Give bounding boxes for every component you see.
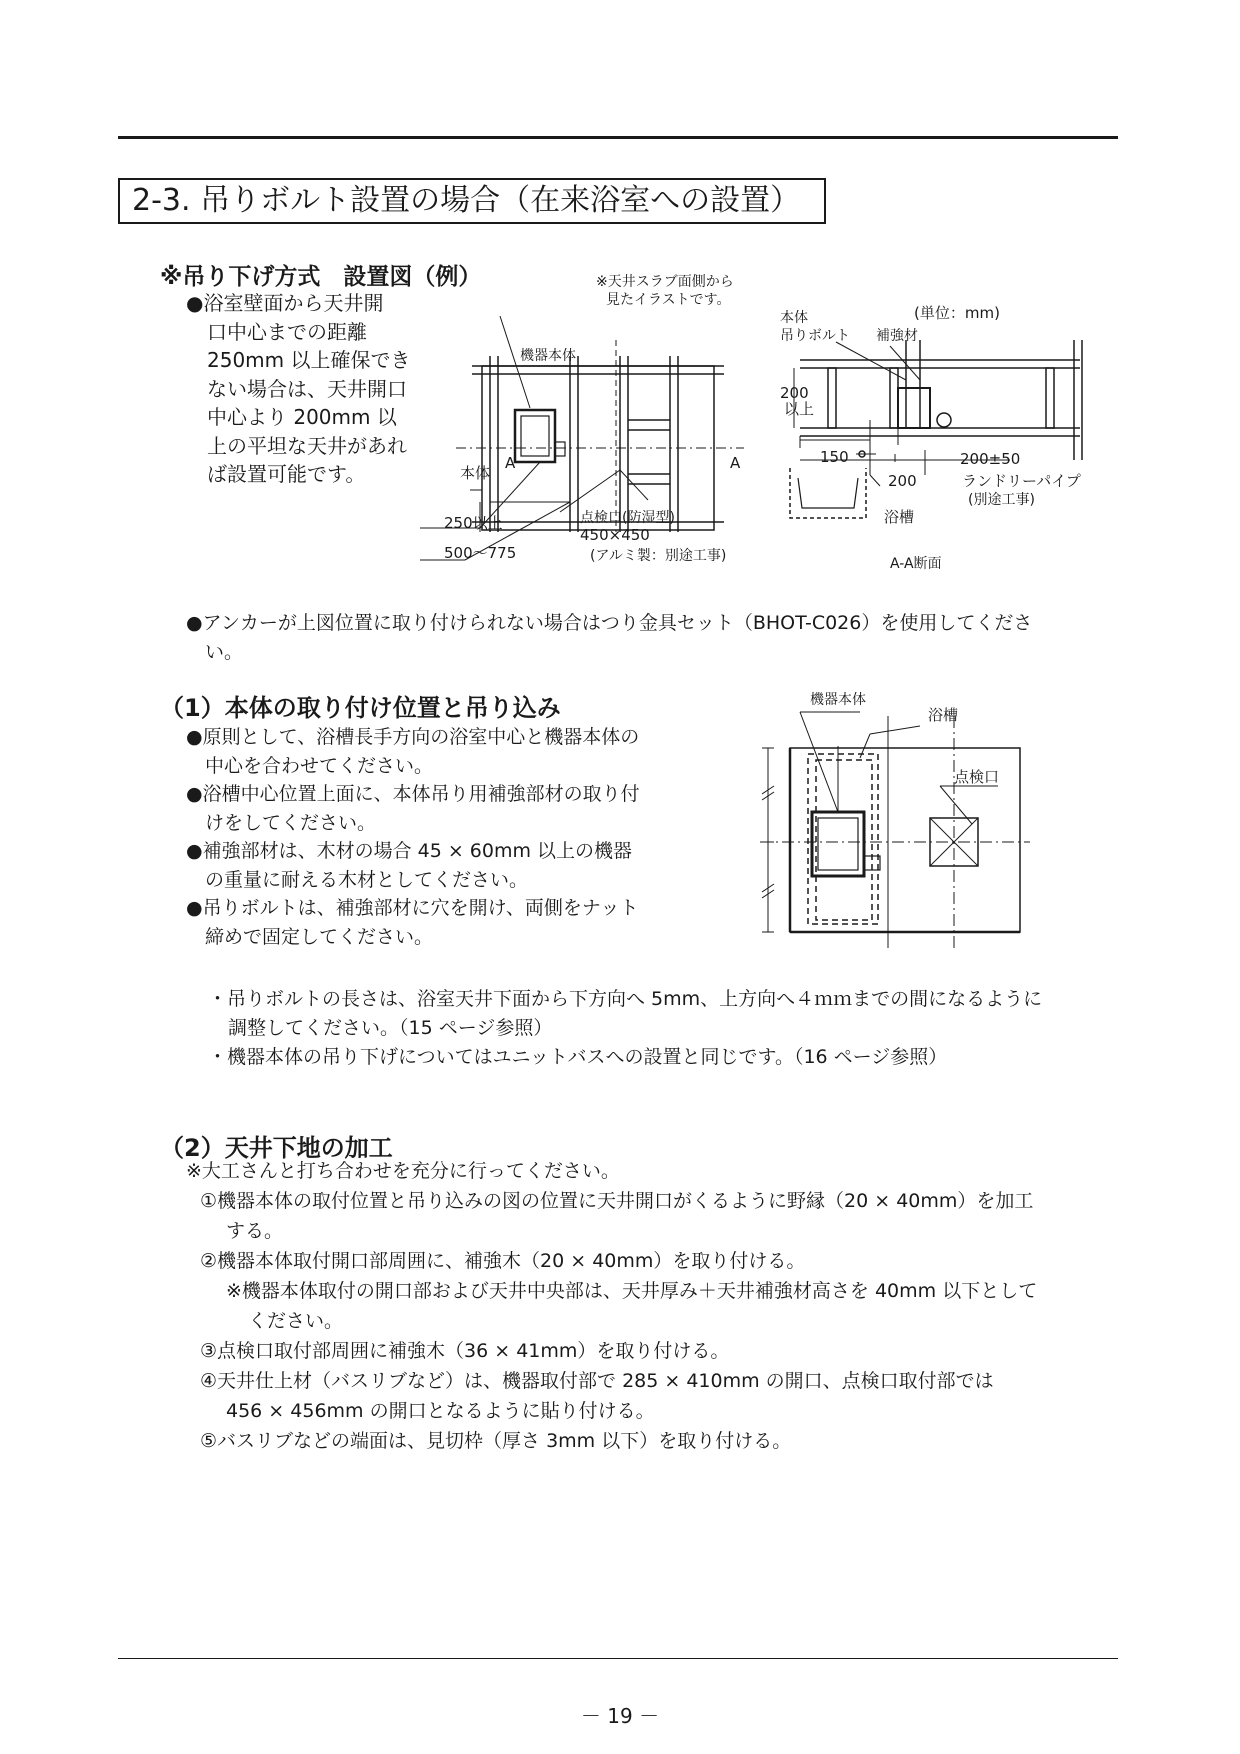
part1-bullets bbox=[186, 723, 640, 951]
bottom-rule bbox=[118, 1658, 1118, 1659]
part2-line: ③点検口取付部周囲に補強木（36 × 41mm）を取り付ける。 bbox=[200, 1340, 730, 1362]
diagram3-inspect-label: 点検口 bbox=[954, 768, 1000, 786]
part1-note-line: ・機器本体の吊り下げについてはユニットバスへの設置と同じです。（16 ページ参照） bbox=[208, 1046, 948, 1068]
diagram2-bathtub-label: 浴槽 bbox=[884, 508, 915, 526]
diagram1-500-label: 500～775 bbox=[444, 544, 517, 562]
diagram2-section-label: A-A断面 bbox=[890, 556, 942, 572]
diagram2-body-label: 本体 bbox=[780, 310, 808, 326]
install-bullet-line: ば設置可能です。 bbox=[207, 462, 366, 486]
install-bullet-line: 上の平坦な天井があれ bbox=[207, 433, 407, 458]
diagram2-150-label: 150 bbox=[820, 448, 849, 466]
diagram1-a-right: A bbox=[730, 454, 741, 472]
part1-bullet-line: ●原則として、浴槽長手方向の浴室中心と機器本体の bbox=[186, 726, 640, 748]
diagram1-250-label: 250以上 bbox=[444, 514, 503, 532]
page-number: － 19 － bbox=[580, 1704, 660, 1728]
install-bullet-line: ない場合は、天井開口 bbox=[207, 376, 407, 401]
part2-line: 456 × 456mm の開口となるように貼り付ける。 bbox=[226, 1400, 655, 1422]
anchor-note bbox=[186, 609, 1032, 667]
diagram1-inspect-label: 点検口(防湿型) bbox=[580, 510, 675, 526]
part2-line: ①機器本体の取付位置と吊り込みの図の位置に天井開口がくるように野縁（20 × 40mm）を加工 bbox=[200, 1190, 1034, 1212]
part1-bullet-line: ●浴槽中心位置上面に、本体吊り用補強部材の取り付 bbox=[186, 783, 640, 805]
section-title: 2-3. 吊りボルト設置の場合（在来浴室への設置） bbox=[118, 178, 826, 224]
part2-line: する。 bbox=[226, 1220, 284, 1242]
part2-body bbox=[186, 1156, 1037, 1456]
install-bullet bbox=[186, 289, 411, 489]
diagram1-a-left: A bbox=[505, 454, 516, 472]
diagram1-note-2: 見たイラストです。 bbox=[606, 292, 731, 308]
part1-bullet-line: の重量に耐える木材としてください。 bbox=[205, 868, 529, 891]
anchor-note-line: ●アンカーが上図位置に取り付けられない場合はつり金具セット（BHOT-C026）を使用してくださ bbox=[186, 612, 1033, 634]
diagram2-laundry-label: ランドリーパイプ bbox=[962, 472, 1081, 490]
diagram3-main-unit-label: 機器本体 bbox=[810, 692, 866, 708]
part1-bullet-line: ●補強部材は、木材の場合 45 × 60mm 以上の機器 bbox=[186, 840, 633, 862]
part2-line: ※大工さんと打ち合わせを充分に行ってください。 bbox=[186, 1160, 620, 1182]
diagram2-reinforce-label: 補強材 bbox=[876, 328, 918, 344]
diagram1-note-1: ※天井スラブ面側から bbox=[596, 274, 734, 290]
diagram2-separate-label: (別途工事) bbox=[968, 492, 1035, 508]
install-bullet-line: 250mm 以上確保でき bbox=[207, 348, 411, 372]
ceiling-plan-diagram bbox=[420, 270, 780, 588]
diagram3-bathtub-label: 浴槽 bbox=[928, 706, 959, 724]
part2-line: ②機器本体取付開口部周囲に、補強木（20 × 40mm）を取り付ける。 bbox=[200, 1250, 806, 1272]
part2-line: ※機器本体取付の開口部および天井中央部は、天井厚み＋天井補強材高さを 40mm 以下として bbox=[226, 1280, 1038, 1302]
install-bullet-line: ●浴室壁面から天井開 bbox=[186, 291, 384, 315]
top-rule bbox=[118, 136, 1118, 139]
install-heading: ※吊り下げ方式 設置図（例） bbox=[160, 264, 482, 290]
part1-bullet-line: 締めで固定してください。 bbox=[205, 925, 434, 948]
diagram2-200b-label: 200 bbox=[888, 472, 917, 490]
part2-line: ください。 bbox=[248, 1310, 344, 1332]
diagram2-over-label: 以上 bbox=[784, 400, 815, 418]
diagram1-material-label: (アルミ製：別途工事) bbox=[590, 548, 727, 564]
install-bullet-line: 口中心までの距離 bbox=[207, 319, 367, 344]
bathroom-layout-diagram bbox=[760, 686, 1030, 956]
diagram1-body-label: 本体 bbox=[460, 464, 491, 482]
part1-heading: （1）本体の取り付け位置と吊り込み bbox=[160, 694, 561, 722]
part1-bullet-line: ●吊りボルトは、補強部材に穴を開け、両側をナット bbox=[186, 897, 639, 919]
section-aa-diagram bbox=[780, 300, 1130, 590]
part1-bullet-line: けをしてください。 bbox=[205, 811, 377, 834]
diagram1-main-unit-label: 機器本体 bbox=[520, 348, 576, 364]
anchor-note-line: い。 bbox=[205, 641, 244, 663]
diagram2-unit-label: (単位：mm) bbox=[914, 304, 1000, 322]
part1-note-line: 調整してください。（15 ページ参照） bbox=[228, 1017, 553, 1039]
diagram3-main-unit bbox=[812, 812, 864, 876]
install-bullet-line: 中心より 200mm 以 bbox=[207, 405, 397, 429]
diagram2-200-50-label: 200±50 bbox=[960, 450, 1021, 468]
part1-notes bbox=[208, 985, 1042, 1072]
part1-note-line: ・吊りボルトの長さは、浴室天井下面から下方向へ 5mm、上方向へ４ｍｍまでの間になるように bbox=[208, 988, 1043, 1010]
part2-line: ④天井仕上材（バスリブなど）は、機器取付部で 285 × 410mm の開口、点検口取付部では bbox=[200, 1370, 994, 1392]
diagram1-size-label: 450×450 bbox=[580, 526, 650, 544]
part2-heading: （2）天井下地の加工 bbox=[160, 1134, 393, 1162]
part2-line: ⑤バスリブなどの端面は、見切枠（厚さ 3mm 以下）を取り付ける。 bbox=[200, 1430, 792, 1452]
diagram2-bolt-label: 吊りボルト bbox=[780, 328, 850, 344]
part1-bullet-line: 中心を合わせてください。 bbox=[205, 754, 434, 777]
diagram2-200-label: 200 bbox=[780, 384, 809, 402]
